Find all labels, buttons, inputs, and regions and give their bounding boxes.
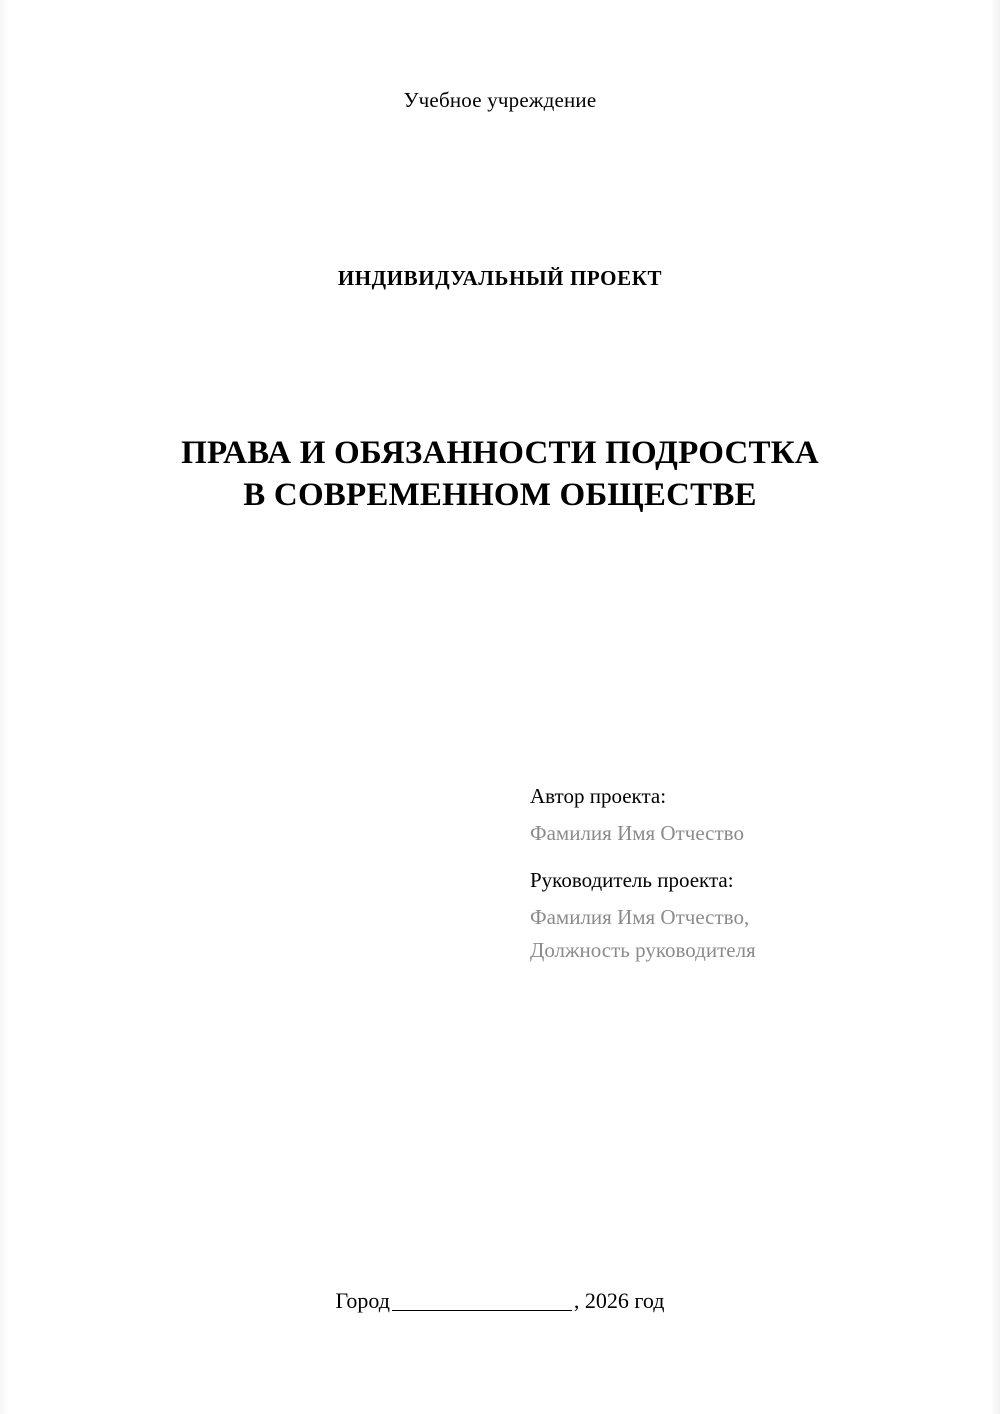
author-label: Автор проекта: bbox=[530, 784, 667, 808]
footer-city-year bbox=[0, 1288, 1000, 1314]
supervisor-block bbox=[530, 870, 930, 961]
document-type: ИНДИВИДУАЛЬНЫЙ ПРОЕКТ bbox=[337, 266, 663, 290]
page-title-line-2: В СОВРЕМЕННОМ ОБЩЕСТВЕ bbox=[243, 477, 757, 514]
author-block bbox=[530, 786, 930, 844]
page-title bbox=[90, 432, 910, 516]
year-text: , 2026 год bbox=[573, 1288, 665, 1313]
page-title-line-1: ПРАВА И ОБЯЗАННОСТИ ПОДРОСТКА bbox=[181, 435, 819, 471]
author-value: Фамилия Имя Отчество bbox=[530, 821, 744, 845]
supervisor-label: Руководитель проекта: bbox=[530, 868, 734, 892]
institution-name: Учебное учреждение bbox=[403, 88, 597, 112]
credits-section bbox=[530, 786, 930, 987]
city-label: Город bbox=[335, 1288, 390, 1313]
supervisor-value-name: Фамилия Имя Отчество, bbox=[530, 905, 750, 929]
city-blank-line bbox=[392, 1310, 572, 1311]
supervisor-value-position: Должность руководителя bbox=[530, 938, 756, 962]
